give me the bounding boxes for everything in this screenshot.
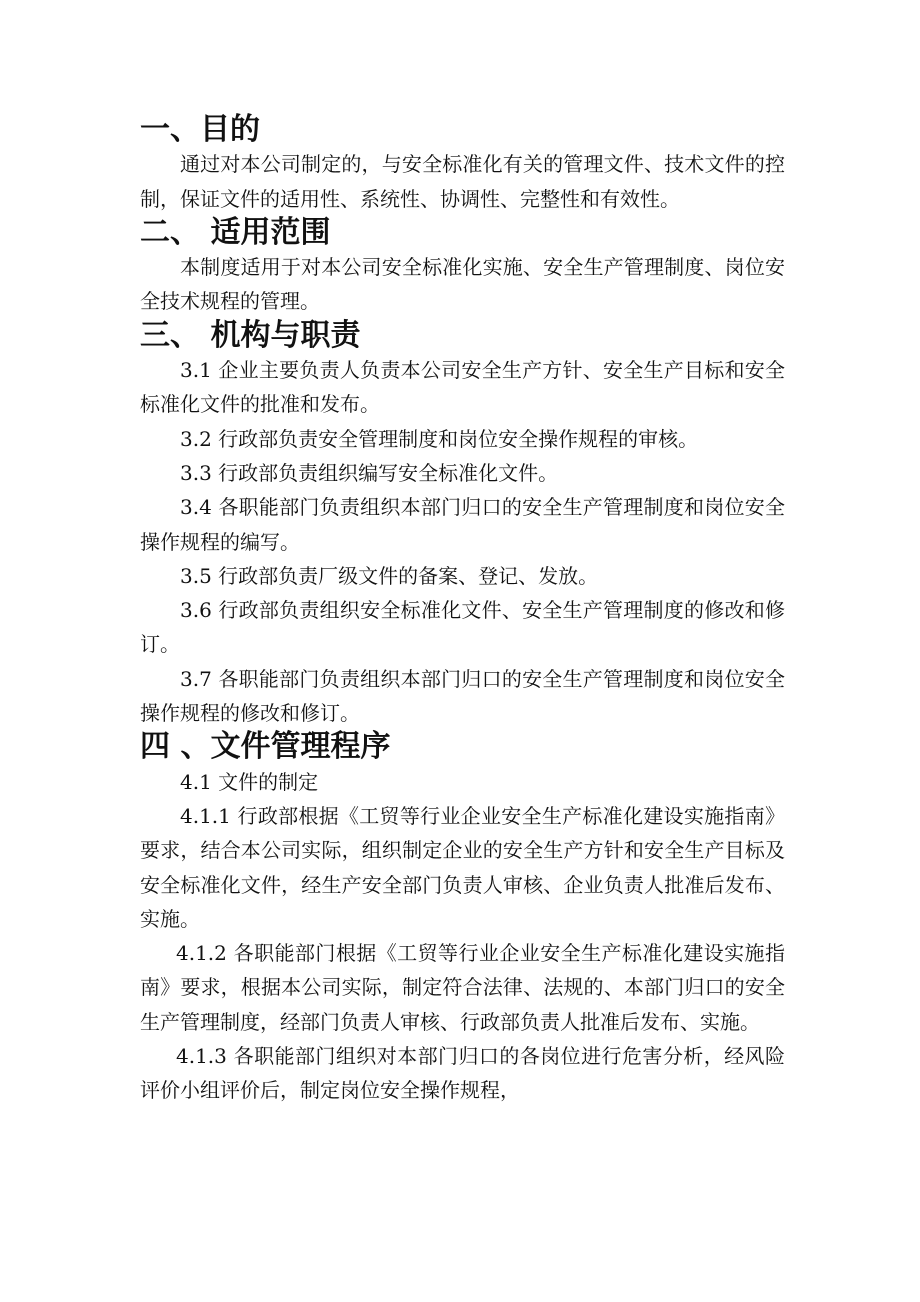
paragraph-3-7: 3.7 各职能部门负责组织本部门归口的安全生产管理制度和岗位安全操作规程的修改和修订。 [140,666,785,726]
paragraph-3-5: 3.5 行政部负责厂级文件的备案、登记、发放。 [180,563,599,588]
paragraph-4-1-1: 4.1.1 行政部根据《工贸等行业企业安全生产标准化建设实施指南》要求，结合本公司实际，组织制定企业的安全生产方针和安全生产目标及安全标准化文件，经生产安全部门负责人审核、企业负责人批准后发布、实施。 [140,803,785,931]
document-page [140,113,785,1108]
paragraph-4-1-2: 4.1.2 各职能部门根据《工贸等行业企业安全生产标准化建设实施指南》要求，根据本公司实际，制定符合法律、法规的、本部门归口的安全生产管理制度，经部门负责人审核、行政部负责人批准后发布、实施。 [140,941,785,1034]
paragraph-3-2: 3.2 行政部负责安全管理制度和岗位安全操作规程的审核。 [180,426,699,451]
paragraph-4-1: 4.1 文件的制定 [180,769,319,794]
paragraph-3-3: 3.3 行政部负责组织编写安全标准化文件。 [180,460,559,485]
section-heading-responsibilities: 三、 机构与职责 [140,317,361,353]
paragraph-purpose: 通过对本公司制定的，与安全标准化有关的管理文件、技术文件的控制，保证文件的适用性、系统性、协调性、完整性和有效性。 [140,152,785,211]
section-heading-purpose: 一、目的 [140,112,260,147]
paragraph-3-6: 3.6 行政部负责组织安全标准化文件、安全生产管理制度的修改和修订。 [140,598,785,657]
paragraph-3-4: 3.4 各职能部门负责组织本部门归口的安全生产管理制度和岗位安全操作规程的编写。 [140,495,785,554]
section-heading-procedure: 四 、文件管理程序 [140,729,391,765]
paragraph-4-1-3: 4.1.3 各职能部门组织对本部门归口的各岗位进行危害分析，经风险评价小组评价后，制定岗位安全操作规程， [140,1044,785,1103]
section-heading-scope: 二、 适用范围 [140,214,331,250]
paragraph-scope: 本制度适用于对本公司安全标准化实施、安全生产管理制度、岗位安全技术规程的管理。 [140,255,785,314]
paragraph-3-1: 3.1 企业主要负责人负责本公司安全生产方针、安全生产目标和安全标准化文件的批准和发布。 [140,358,785,417]
